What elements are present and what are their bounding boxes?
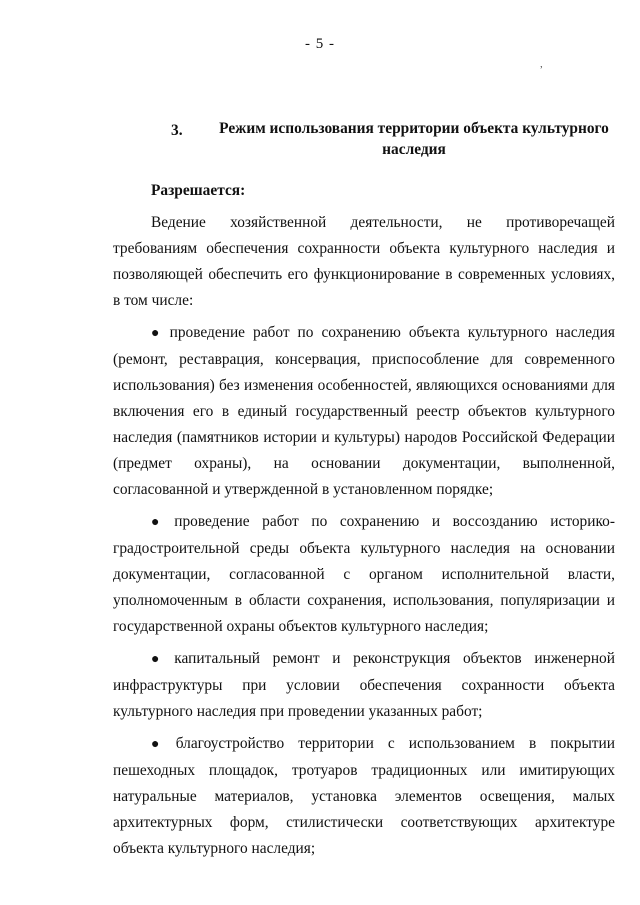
section-number: 3. (171, 122, 183, 139)
intro-paragraph: Ведение хозяйственной деятельности, не противоречащей требованиям обеспечения сохранности объекта культурного наследия и позволяющей обеспечить его функционирование в современных условиях, в том числе: (113, 214, 615, 309)
bullet-icon: ● (151, 515, 169, 530)
list-item (113, 646, 615, 725)
list-item (113, 731, 615, 862)
list-item-text: проведение работ по сохранению и воссозданию историко-градостроительной среды объекта культурного наследия на основании документации, согласованной с органом исполнительной власти, уполномоченным в области сохранения, использования, популяризации и государственной охраны объектов культурного наследия; (113, 513, 615, 635)
bullet-icon: ● (151, 652, 169, 667)
page-number: - 5 - (305, 36, 335, 52)
bullet-icon: ● (151, 326, 164, 341)
bullet-icon: ● (151, 737, 170, 752)
list-item-text: благоустройство территории с использованием в покрытии пешеходных площадок, тротуаров традиционных или имитирующих натуральные материалов, установка элементов освещения, малых архитектурных форм, стилистически соответствующих архитектуре объекта культурного наследия; (113, 735, 615, 857)
section-title: Режим использования территории объекта культурного наследия (219, 120, 609, 158)
list-item (113, 320, 615, 503)
list-item (113, 509, 615, 640)
page-content (113, 118, 615, 862)
list-item-text: капитальный ремонт и реконструкция объектов инженерной инфраструктуры при условии обеспечения сохранности объекта культурного наследия при проведении указанных работ; (113, 650, 615, 720)
section-heading (171, 118, 615, 160)
list-item-text: проведение работ по сохранению объекта культурного наследия (ремонт, реставрация, консервация, приспособление для современного использования) без изменения особенностей, являющихся основаниями для включения его в единый государственный реестр объектов культурного наследия (памятников истории и культуры) народов Российской Федерации (предмет охраны), на основании документации, выполненной, согласованной и утвержденной в установленном порядке; (113, 324, 615, 498)
corner-mark: , (540, 58, 543, 70)
allowed-label: Разрешается: (151, 182, 246, 199)
